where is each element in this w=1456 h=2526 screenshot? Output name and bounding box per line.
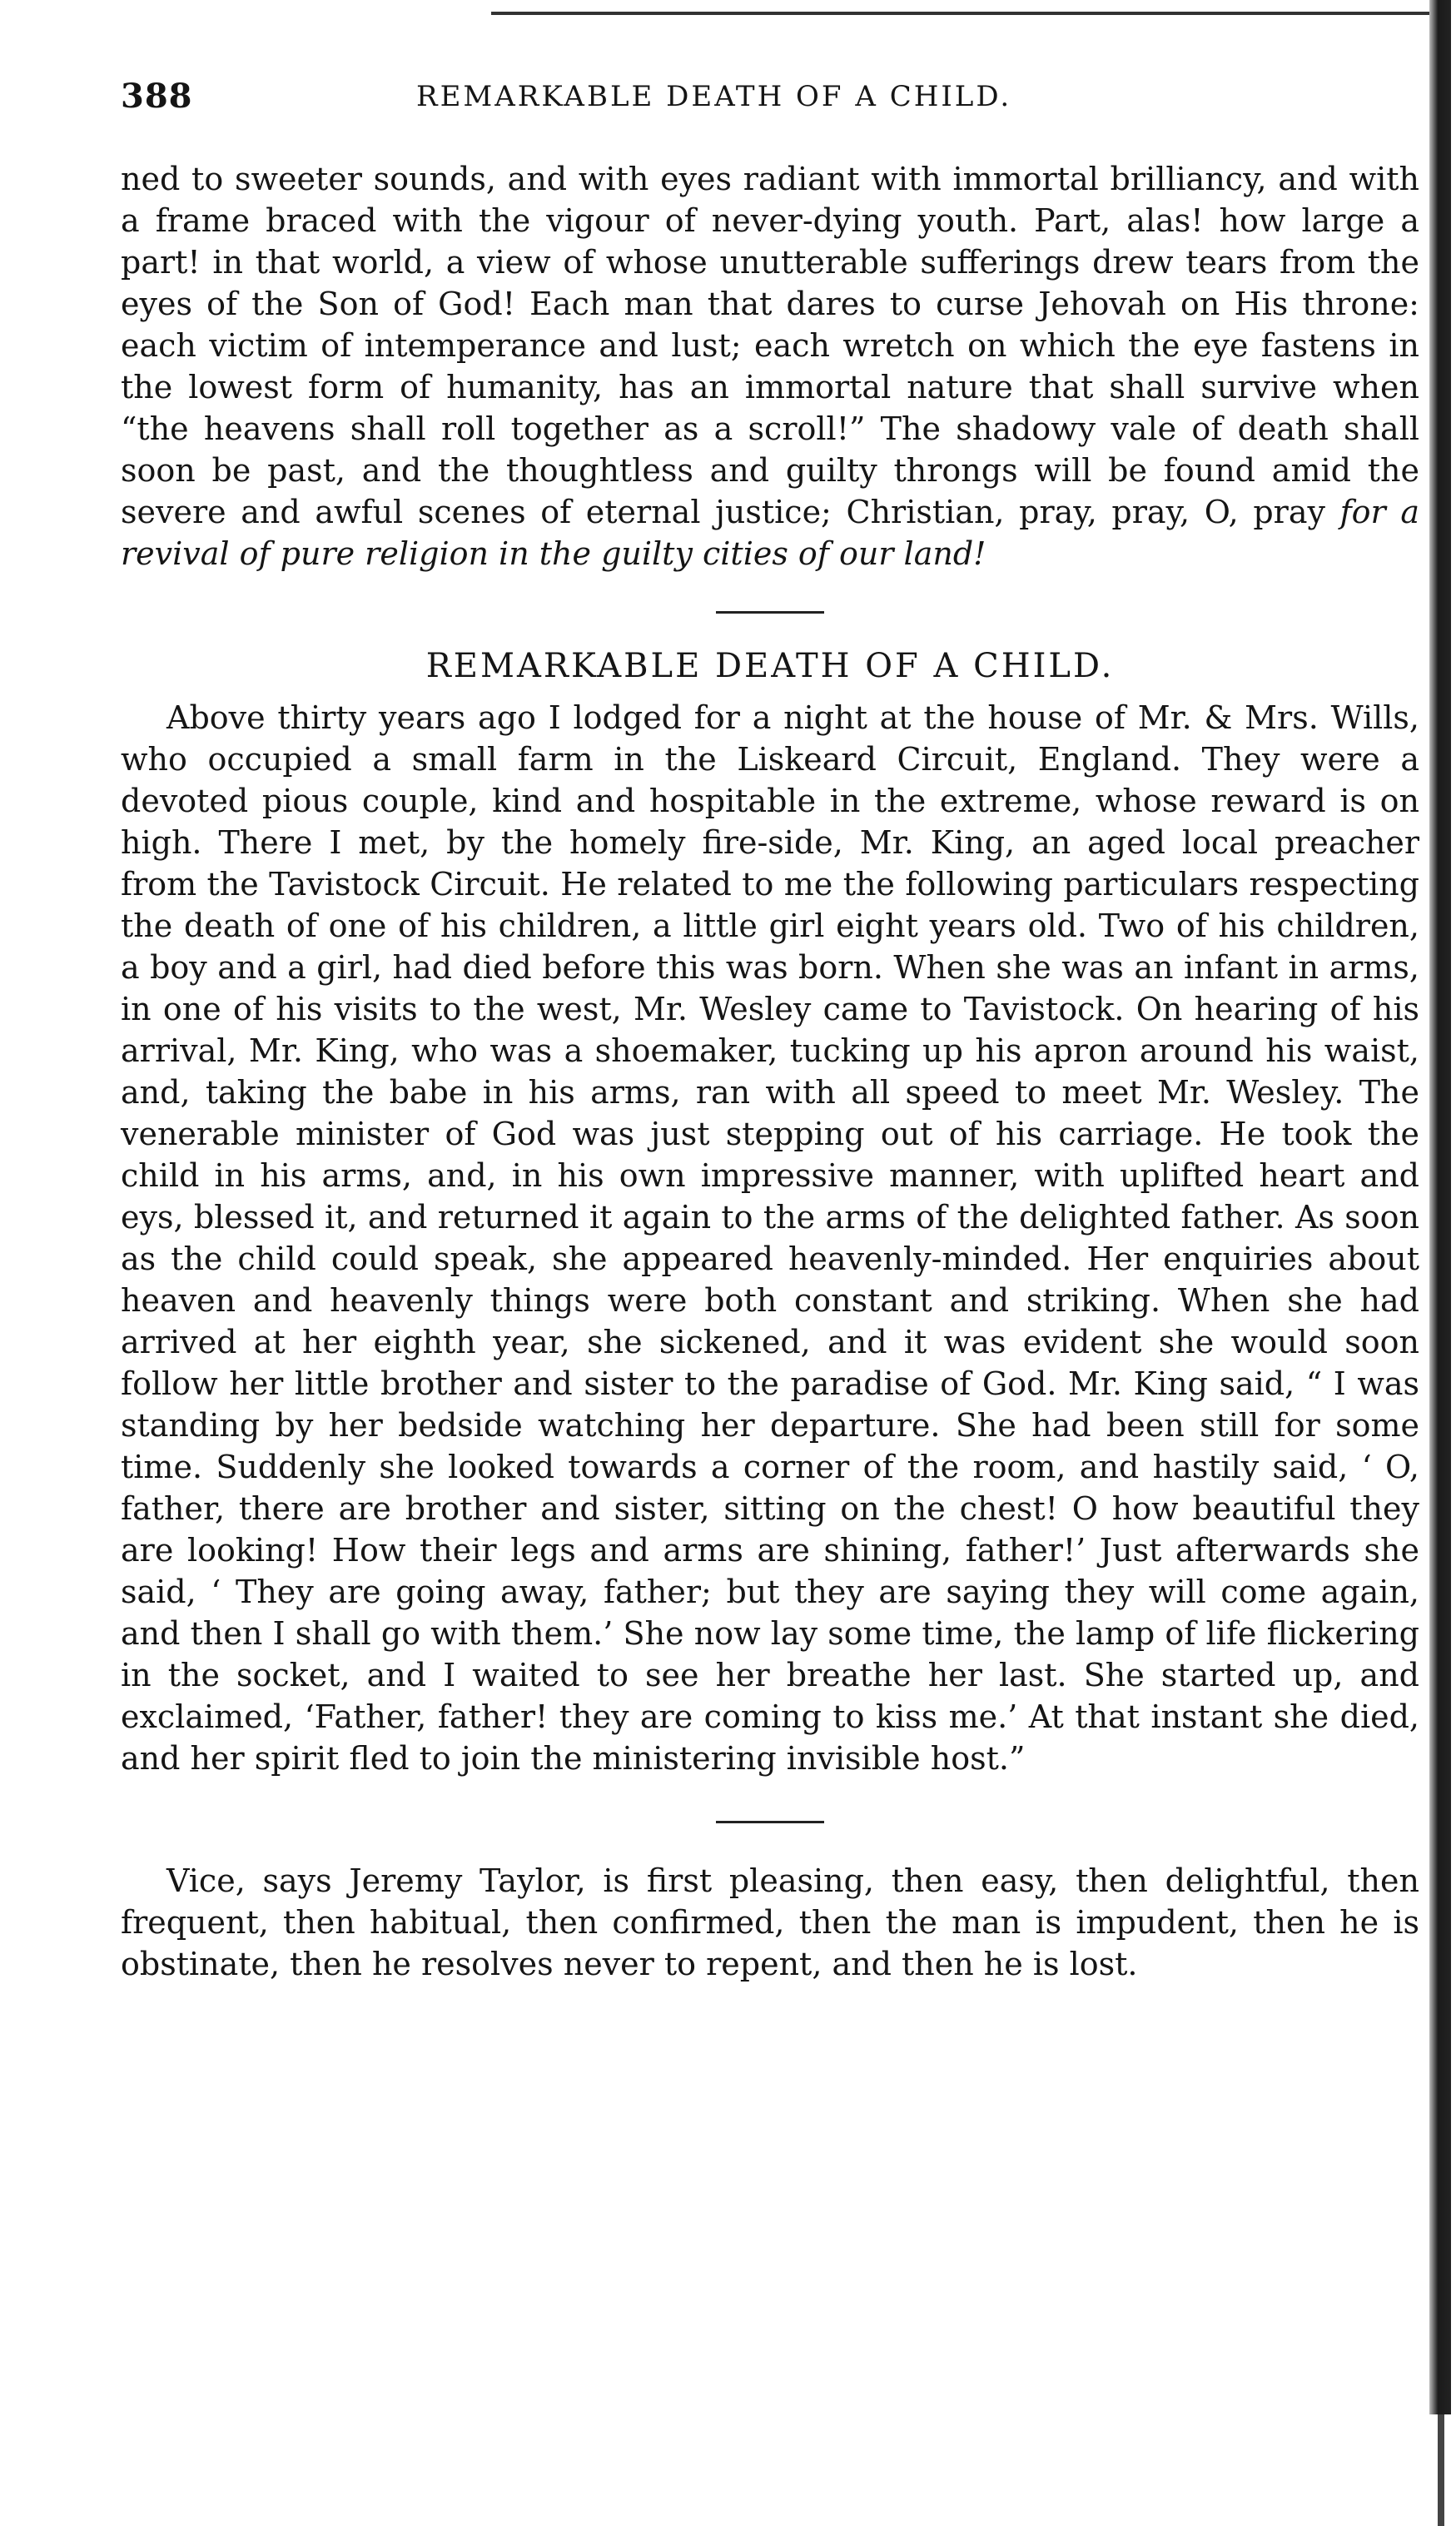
continued-paragraph-text: ned to sweeter sounds, and with eyes radiant with immortal brilliancy, and with a frame braced with the vigour of never-dying youth. Part, alas! how large a part! in that world, a view of whose unutterable sufferings drew tears from the eyes of the Son of God! Each man that dares to curse Jehovah on His throne: each victim of intemperance and lust; each wretch on which the eye fastens in the lowest form of humanity, has an immortal nature that shall survive when “the heavens shall roll together as a scroll!” The shadowy vale of death shall soon be past, and the thoughtless and guilty throngs will be found amid the severe and awful scenes of eternal justice; Christian, pray, pray, O, pray bbox=[121, 161, 1419, 530]
continued-paragraph-italic: for a revival of pure religion in the guilty cities of our land! bbox=[121, 494, 1419, 572]
page-number: 388 bbox=[121, 77, 193, 116]
scan-edge-right bbox=[1429, 0, 1451, 2414]
closing-quote: Vice, says Jeremy Taylor, is first pleasing, then easy, then delightful, then frequent, then habitual, then confirmed, then the man is impudent, then he is obstinate, then he resolves never to repent, and then he is lost. bbox=[121, 1862, 1419, 1982]
article-body: Above thirty years ago I lodged for a night at the house of Mr. & Mrs. Wills, who occupied a small farm in the Liskeard Circuit, England. They were a devoted pious couple, kind and hospitable in the extreme, whose reward is on high. There I met, by the homely fire-side, Mr. King, an aged local preacher from the Tavistock Circuit. He related to me the following particulars respecting the death of one of his children, a little girl eight years old. Two of his children, a boy and a girl, had died before this was born. When she was an infant in arms, in one of his visits to the west, Mr. Wesley came to Tavistock. On hearing of his arrival, Mr. King, who was a shoemaker, tucking up his apron around his waist, and, taking the babe in his arms, ran with all speed to meet Mr. Wesley. The venerable minister of God was just stepping out of his carriage. He took the child in his arms, and, in his own impressive manner, with uplifted heart and eys, blessed it, and returned it again to the arms of the delighted father. As soon as the child could speak, she appeared heavenly-minded. Her enquiries about heaven and heavenly things were both constant and striking. When she had arrived at her eighth year, she sickened, and it was evident she would soon follow her little brother and sister to the paradise of God. Mr. King said, “ I was standing by her bedside watching her departure. She had been still for some time. Suddenly she looked towards a corner of the room, and hastily said, ‘ O, father, there are brother and sister, sitting on the chest! O how beautiful they are looking! How their legs and arms are shining, father!’ Just afterwards she said, ‘ They are going away, father; but they are saying they will come again, and then I shall go with them.’ She now lay some time, the lamp of life flickering in the socket, and I waited to see her breathe her last. She started up, and exclaimed, ‘Father, father! they are coming to kiss me.’ At that instant she died, and her spirit fled to join the ministering invisible host.” bbox=[121, 699, 1419, 1777]
section-divider bbox=[716, 611, 824, 614]
scan-edge-right-lower bbox=[1438, 2414, 1444, 2526]
section-divider bbox=[716, 1821, 824, 1823]
article-title: REMARKABLE DEATH OF A CHILD. bbox=[425, 647, 1115, 685]
page-content bbox=[121, 158, 1419, 1985]
page-header bbox=[121, 77, 1419, 127]
continued-paragraph bbox=[121, 158, 1419, 574]
scan-edge-top bbox=[491, 12, 1432, 15]
running-head: REMARKABLE DEATH OF A CHILD. bbox=[416, 80, 1012, 113]
